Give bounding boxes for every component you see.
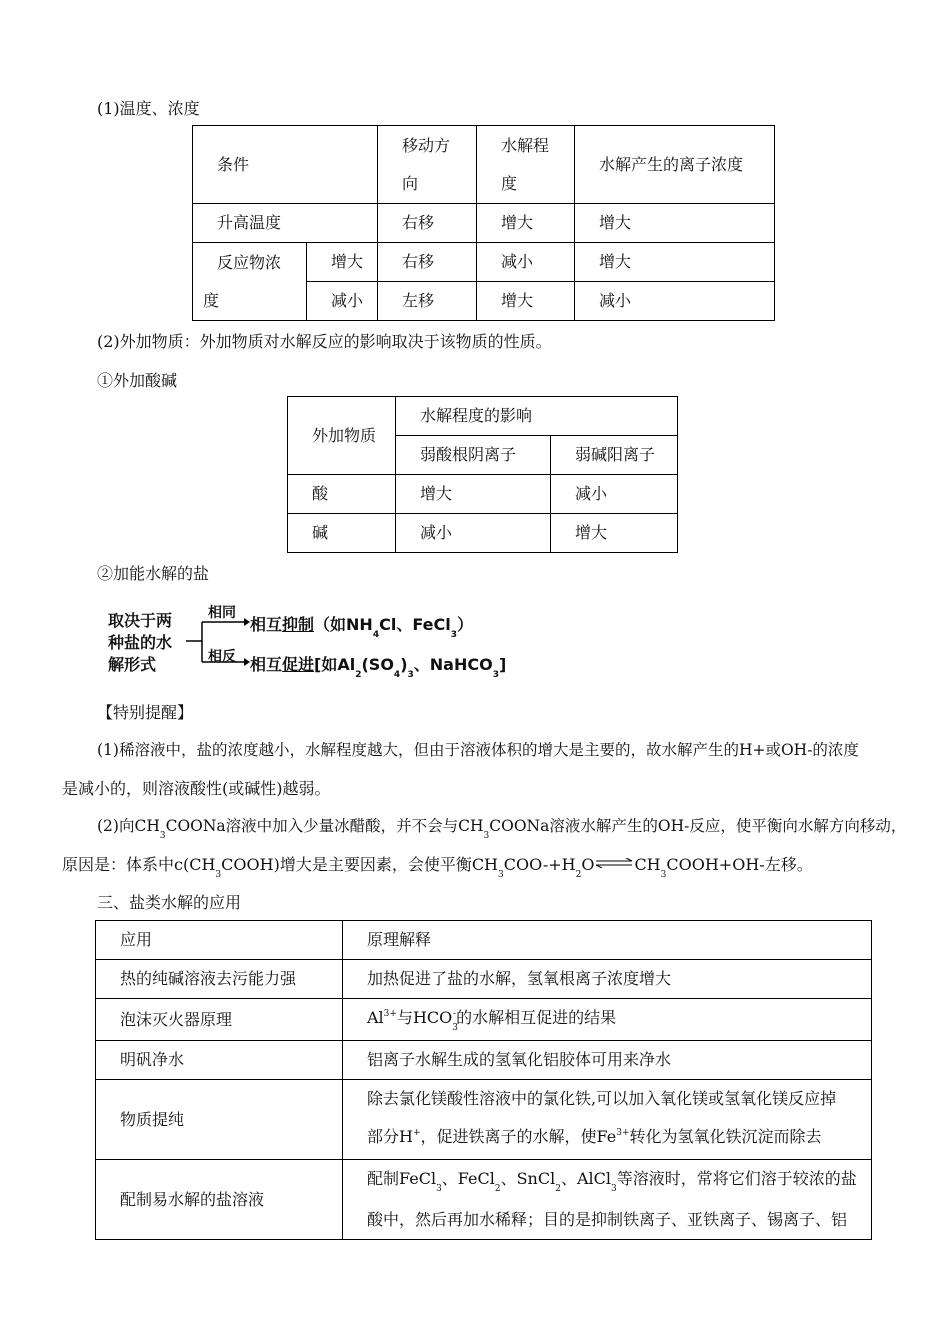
acid-base-table	[287, 396, 678, 553]
cell: 增大	[575, 204, 775, 243]
header-hydrolysis-degree: 水解程 度	[477, 126, 575, 204]
cell: 增大	[396, 475, 551, 514]
cell: 减小	[575, 282, 775, 321]
section-heading-temperature: (1)温度、浓度	[97, 99, 200, 118]
subheading-acid-base: ①外加酸碱	[97, 371, 178, 390]
diagram-left-text: 取决于两 种盐的水 解形式	[108, 611, 173, 674]
cell: 减小	[551, 475, 678, 514]
lower-result: 相互促进[如$Al_2(SO_4)_3$、NaHCO$_3$]	[250, 655, 507, 680]
section-heading-additives: (2)外加物质：外加物质对水解反应的影响取决于该物质的性质。	[97, 332, 552, 351]
cell: 减小	[477, 243, 575, 282]
cell: 加热促进了盐的水解，氢氧根离子浓度增大	[343, 960, 872, 999]
header-effect: 水解程度的影响	[396, 397, 678, 436]
cell: 右移	[378, 243, 477, 282]
header-principle: 原理解释	[343, 921, 872, 960]
cell: 增大	[307, 243, 378, 282]
note-title: 【特别提醒】	[97, 703, 194, 722]
header-condition: 条件	[193, 126, 378, 204]
cell: 减小	[307, 282, 378, 321]
cell: 除去氯化镁酸性溶液中的氯化铁,可以加入氧化镁或氢氧化镁反应掉 部分H+，促进铁离子的水解，使$Fe^{3+}$转化为氢氧化铁沉淀而除去	[343, 1080, 872, 1160]
label-same: 相同	[208, 605, 236, 621]
cell: 右移	[378, 204, 477, 243]
label-opposite: 相反	[208, 649, 236, 665]
cell-raise-temp: 升高温度	[193, 204, 378, 243]
cell: 配制FeCl$_3$、FeCl$_2$、SnCl$_2$、AlCl$_3$等溶液时，常将它们溶于较浓的盐 酸中，然后再加水稀释；目的是抑制铁离子、亚铁离子、锡离子、铝	[343, 1160, 872, 1240]
header-application: 应用	[96, 921, 343, 960]
cell: 增大	[575, 243, 775, 282]
cell: 热的纯碱溶液去污能力强	[96, 960, 343, 999]
note-p2: (2)向$CH_3COONa$溶液中加入少量冰醋酸，并不会与$CH_3COONa$溶液水解产生的OH-反应，使平衡向水解方向移动，	[97, 817, 907, 841]
applications-table	[95, 920, 872, 1240]
note-p3: 原因是：体系中$c(CH_3COOH)$增大是主要因素，会使平衡$CH_3COO-+H_2O$ $CH_3COOH+OH-$左移。	[62, 855, 813, 880]
salt-interaction-diagram	[108, 602, 528, 682]
cell: 增大	[477, 204, 575, 243]
cell-reactant-conc: 反应物浓 度	[193, 243, 307, 321]
cell: 碱	[288, 514, 396, 553]
cell: 增大	[477, 282, 575, 321]
cell: 左移	[378, 282, 477, 321]
cell: $Al^{3+}$与$HCO_3^-$的水解相互促进的结果	[343, 999, 872, 1041]
cell: 增大	[551, 514, 678, 553]
note-p1-line2: 是减小的，则溶液酸性(或碱性)越弱。	[62, 779, 331, 798]
equilibrium-arrow	[594, 858, 634, 868]
header-weak-acid-anion: 弱酸根阴离子	[396, 436, 551, 475]
cell: 物质提纯	[96, 1080, 343, 1160]
subheading-hydrolyzable-salt: ②加能水解的盐	[97, 564, 210, 583]
note-p1-line1: (1)稀溶液中，盐的浓度越小，水解程度越大，但由于溶液体积的增大是主要的，故水解产生的H+或OH-的浓度	[97, 741, 859, 759]
cell: 配制易水解的盐溶液	[96, 1160, 343, 1240]
section-heading-applications: 三、盐类水解的应用	[97, 893, 242, 912]
cell: 铝离子水解生成的氢氧化铝胶体可用来净水	[343, 1041, 872, 1080]
upper-result: 相互抑制（如$NH_4Cl$、FeCl$_3$）	[250, 615, 473, 640]
cell: 酸	[288, 475, 396, 514]
conditions-table	[192, 125, 775, 321]
cell: 泡沫灭火器原理	[96, 999, 343, 1041]
header-additive: 外加物质	[288, 397, 396, 475]
header-shift-direction: 移动方 向	[378, 126, 477, 204]
header-ion-concentration: 水解产生的离子浓度	[575, 126, 775, 204]
cell: 明矾净水	[96, 1041, 343, 1080]
cell: 减小	[396, 514, 551, 553]
header-weak-base-cation: 弱碱阳离子	[551, 436, 678, 475]
